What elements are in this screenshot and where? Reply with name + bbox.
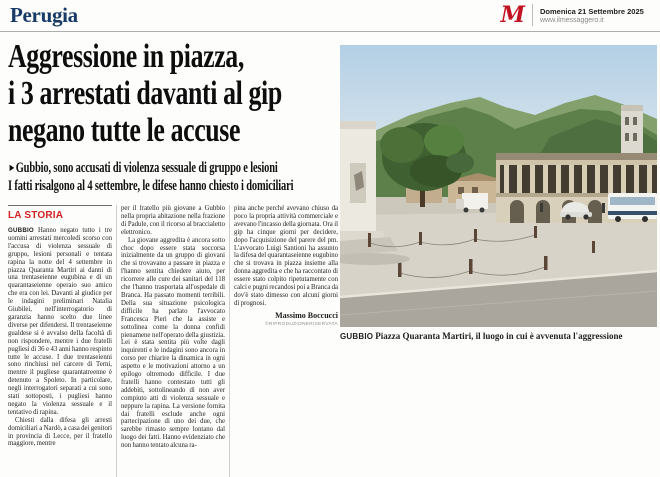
headline-line-1: Aggressione in piazza, — [8, 38, 244, 75]
paragraph: pina anche perché avevano chiuso da poco la propria attività commerciale e avevano l'incasso della giornata. Ora il gip ha cinque giorni per decidere, dopo l'acquisizione del parere del pm. L'avvocato Luigi Santioni ha assunto la difesa del quarantaseienne eugubino che si trovava in piazza insieme alla donna aggredita e che ha raccontato di essere stato colpito ripetutamente con calci e pugni recandosi poi a Branca da dov'è stato dimesso con alcuni giorni di prognosi. — [234, 205, 338, 307]
copyright-notice: ©RIPRODUZIONERISERVATA — [265, 321, 338, 327]
subhead — [8, 160, 344, 195]
headline-line-3: negano tutte le accuse — [8, 112, 241, 149]
paragraph — [8, 227, 112, 417]
edition-date: Domenica 21 Settembre 2025 — [540, 6, 644, 16]
caption-place-label: GUBBIO — [340, 332, 374, 341]
headline — [8, 38, 344, 149]
website-url: www.ilmessaggero.it — [540, 16, 604, 24]
masthead — [0, 0, 660, 32]
headline-line-2: i 3 arrestati davanti al gip — [8, 75, 282, 112]
bullet-arrow-icon: ► — [8, 162, 16, 174]
brand-block — [501, 3, 652, 27]
bus — [608, 193, 657, 222]
subhead-line-2: I fatti risalgono al 4 settembre, le difese hanno chiesto i domiciliari — [8, 177, 294, 194]
author-byline: Massimo Boccucci — [275, 310, 338, 320]
article-column-3 — [234, 205, 338, 477]
kicker-box — [8, 205, 112, 221]
section-title: Perugia — [10, 3, 78, 27]
paragraph: La giovane aggredita è ancora sotto choc dopo essere stata soccorsa inizialmente da un gruppo di giovani che si trovavano a passare in piazza e l'hanno sentita chiedere aiuto, per ricorrere alle cure dei sanitari del 118 che l'hanno trasportata all'ospedale di Branca. Ha passato momenti terribili. Della sua situazione psicologica difficile ha parlato l'avvocato Francesca Pieri che la assiste e sottolinea come la donna confidi pienamene nell'operato della giustizia. Lei è stata sentita più volte dagli inquirenti e le indagini sono ancora in corso per chiarire la dinamica in ogni aspetto e le motivazioni attorno a un epilogo oltremodo difficile. I due fratelli hanno contestato tutti gli addebiti, sottolineando di non aver compiuto atti di violenza sessuale e neppure la rapina. La versione fornita dai fratelli esclude anche ogni partecipazione di uno dei due, che sarebbe rimasto sempre lontano dal luogo dei fatti. Hanno evidenziato che non hanno tentato alcuna ra- — [121, 236, 225, 450]
caption-text: Piazza Quaranta Martiri, il luogo in cui è avvenuta l'aggressione — [375, 331, 623, 341]
paragraph: Chiesti dalla difesa gli arresti domiciliari a Nardò, a casa dei genitori in provincia di Lecce, per il fratello maggiore, mentre — [8, 416, 112, 448]
messaggero-logo-icon: M — [500, 2, 525, 28]
brand-meta — [540, 7, 652, 24]
kicker-label: LA STORIA — [8, 210, 64, 221]
subhead-line-1 — [8, 160, 278, 178]
photo-caption — [340, 331, 657, 342]
piazza-photo-illustration — [340, 45, 657, 327]
dateline: GUBBIO — [8, 227, 34, 234]
piazza-photo — [340, 45, 657, 327]
article-body — [8, 205, 340, 477]
subhead-text-1: Gubbio, sono accusati di violenza sessuale di gruppo e lesioni — [15, 160, 278, 176]
brand-divider — [532, 4, 533, 26]
article-column-2 — [121, 205, 230, 477]
paragraph: per il fratello più giovane a Gubbio nella propria abitazione nella frazione di Padule, con il ricorso al braccialetto elettronico. — [121, 205, 225, 236]
paragraph-text: Hanno negato tutto i tre uomini arrestati mercoledì scorso con l'accusa di violenza sessuale di gruppo, lesioni personali e tentata rapina la notte del 4 settembre in piazza Quaranta Martiri ai danni di una trentaseienne eugubina e di un quarantaseienne operaio suo amico che era con lei. Davanti al giudice per le indagini preliminari Natalia Giubilei, nell'interrogatorio di garanzia hanno scelto due linee diverse per difendersi. Il trentaseienne gualdese si è avvalso della facoltà di non rispondere, mentre i due fratelli pugliesi di 36 e 43 anni hanno respinto tutte le accuse. I due trentaseienni sono rinchiusi nel carcere di Terni, mentre il pugliese quarantatreenne è detenuto a Spoleto. In particolare, negli interrogatori separati a cui sono stati sottoposti, i pugliesi hanno negato la violenza sessuale e il tentativo di rapina. — [8, 227, 112, 416]
article-column-1 — [8, 205, 117, 477]
